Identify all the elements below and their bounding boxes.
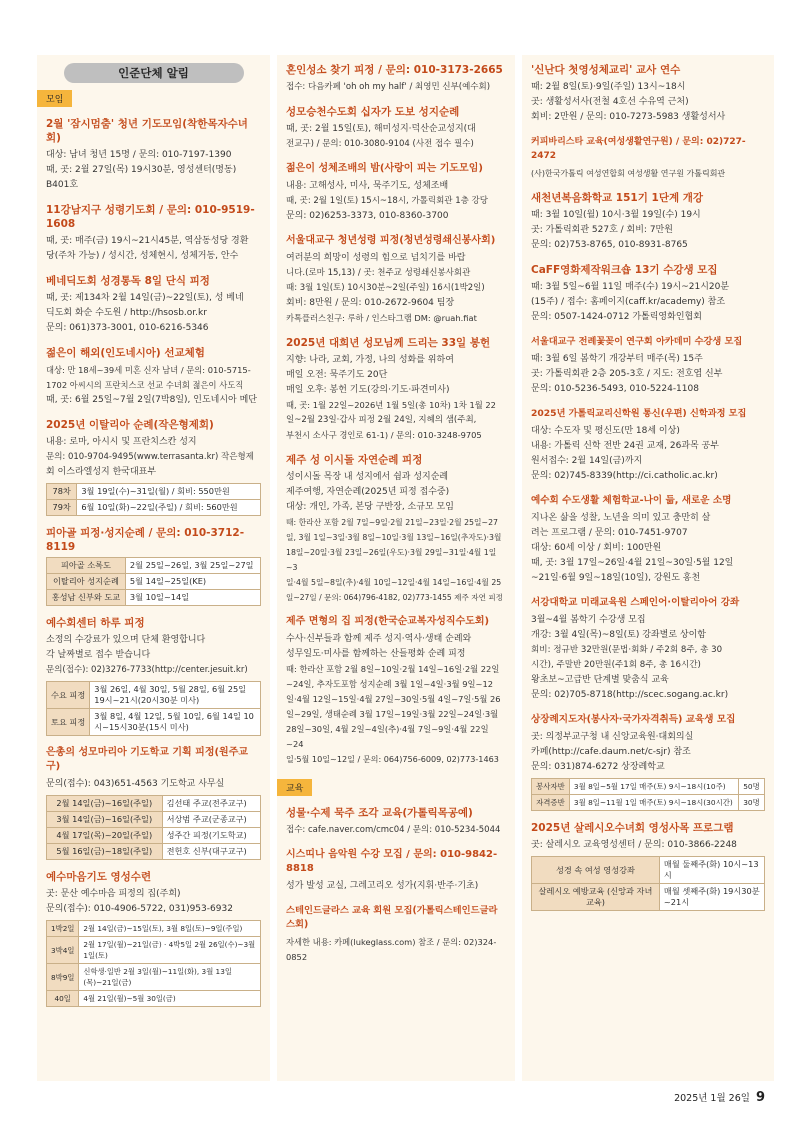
section-header: 인준단체 알림 [64,63,244,83]
table-cell: 신학생·일반 2월 3일(월)~11일(화), 3월 13일(목)~21일(금) [79,964,261,991]
schedule-table [46,795,261,860]
notice-item [286,848,506,894]
notice-title: 젊은이 해외(인도네시아) 선교체험 [46,347,205,359]
table-cell: 전헌호 신부(대구교구) [162,844,260,860]
notice-line: 문의: 02)6253-3373, 010-8360-3700 [286,211,449,221]
notice-line: 때, 곳: 2월 15일(토), 해미성지·덕산순교성지(대 [286,124,476,134]
notice-title: 서강대학교 미래교육원 스페인어·이탈리아어 강좌 [531,597,740,608]
notice-title: 은총의 성모마리아 기도학교 기획 피정(원주교구) [46,747,249,772]
table-cell: 4월 21일(월)~5월 30일(금) [79,991,261,1007]
notice-item [46,418,261,516]
notice-line: 문의: 02)705-8718(http://scec.sogang.ac.kr) [531,690,729,700]
notice-line: 성가 발성 교실, 그레고리오 성가(지휘·반주·기초) [286,881,479,891]
column-1 [37,55,270,1081]
notice-item [531,713,765,811]
notice-line: 카톡플러스친구: 루하 / 인스타그램 DM: @ruah.fiat [286,313,477,323]
notice-line: 3월~4월 봄학기 수강생 모집 [531,615,646,625]
notice-title: '신난다 첫영성체교리' 교사 연수 [531,64,681,76]
table-cell: 서상범 주교(군종교구) [162,812,260,828]
issue-date: 2025년 1월 26일 [674,1093,750,1104]
notice-line: 당(주차 가능) / 성시간, 성체현시, 성체거동, 안수 [46,251,239,261]
table-cell: 3월 8일~5월 17일 매주(토) 9시~18시(10주) [569,779,738,795]
notice-line: 회비: 2만원 / 문의: 010-7273-5983 생활성서사 [531,112,726,122]
table-cell: 매월 셋째주(화) 19시30분 ~21시 [659,884,764,911]
table-cell: 피아골 소록도 [47,558,126,574]
table-cell: 토요 피정 [47,709,90,736]
notice-item [531,494,765,586]
notice-line: 문의: 0507-1424-0712 가톨릭영화인협회 [531,312,702,322]
notice-line: 대상: 수도자 및 평신도(만 18세 이상) [531,426,680,436]
notice-line: 때: 2월 8일(토)·9일(주일) 13시~18시 [531,82,686,92]
notice-line: 매일 오전: 묵주기도 20단 [286,370,388,380]
table-row [47,709,261,736]
notice-line: 문의: 061)373-3001, 010-6216-5346 [46,323,209,333]
notice-line: 카페(http://cafe.daum.net/c-sjr) 참조 [531,747,691,757]
notice-line: 제주여행, 자연순례(2025년 피정 접수중) [286,487,450,497]
notice-item [46,870,261,1007]
table-row [47,500,261,516]
notice-item [46,346,261,408]
page-number: 9 [755,1090,765,1105]
notice-line: 각 날짜별로 접수 받습니다 [46,650,151,660]
notice-line: 접수: 다음카페 'oh oh my half' / 최영민 신부(예수회) [286,82,491,92]
notice-title: 스테인드글라스 교육 회원 모집(가톨릭스테인드글라스회) [286,905,498,930]
notice-title: 혼인성소 찾기 피정 / 문의: 010-3173-2665 [286,64,503,76]
table-cell: 40일 [47,991,79,1007]
table-cell: 살레시오 예방교육 (신앙과 자녀교육) [532,884,660,911]
notice-line: 수사·신부들과 함께 제주 성지·역사·생태 순례와 [286,634,472,644]
notice-line: 왕초보~고급반 단계별 맞춤식 교육 [531,675,669,685]
notice-line: 내용: 가톨릭 신학 전반 24권 교재, 26과목 공부 [531,441,719,451]
notice-line: 때: 3월 6일 봄학기 개강부터 매주(목) 15주 [531,354,703,364]
schedule-table [531,856,765,911]
notice-line: 대상: 60세 이상 / 회비: 100만원 [531,543,662,553]
notice-item [46,746,261,860]
notice-line: 지향: 나라, 교회, 가정, 나의 성화를 위하여 [286,355,454,365]
notice-line: 문의(접수): 02)3276-7733(http://center.jesuit.kr) [46,665,248,675]
notice-item [286,336,506,443]
notice-title: CaFF영화제작워크숍 13기 수강생 모집 [531,264,718,276]
schedule-table [46,681,261,736]
notice-line: 회비: 8만원 / 문의: 010-2672-9604 팀장 [286,298,455,308]
notice-item [46,117,261,193]
notice-item [531,135,765,181]
table-cell: 자격증반 [532,795,570,811]
table-row [47,937,261,964]
notice-line: 28일~30일, 4월 2일~4일(추)·4월 7일~9일·4월 22일~24 [286,724,489,749]
notice-item [531,335,765,397]
notice-line: 때: 한라산 포함 2월 8일~10일·2월 14일~16일·2월 22일 [286,664,500,674]
notice-title: 예수마음기도 영성수련 [46,871,152,883]
notice-line: 딕도회 화순 수도원 / http://hsosb.or.kr [46,308,207,318]
table-row [532,884,765,911]
notice-item [286,63,506,95]
notice-title: 서울대교구 청년성령 피정(청년성령쇄신봉사회) [286,235,496,246]
table-cell: 78차 [47,484,77,500]
table-cell: 50명 [739,779,765,795]
table-row [47,812,261,828]
notice-page [37,55,774,1081]
table-cell: 성경 속 여성 영성강좌 [532,857,660,884]
notice-line: 때: 한라산 포함 2월 7일~9일·2월 21일~23일·2월 25일~27 [286,518,498,527]
table-row [532,795,765,811]
notice-title: 새천년복음화학교 151기 1단계 개강 [531,192,704,204]
table-row [47,921,261,937]
notice-line: 일~2월 23일·갑사 피정 2월 24일, 지혜의 샘(주최, [286,415,477,425]
table-cell: 수요 피정 [47,682,90,709]
notice-item [531,596,765,703]
table-cell: 30명 [739,795,765,811]
notice-line: 곳: 문산 예수마음 피정의 집(주희) [46,889,181,899]
notice-title: 성모승천수도회 십자가 도보 성지순례 [286,106,460,118]
notice-title: 2025년 살레시오수녀회 영성사목 프로그램 [531,822,734,834]
notice-line: 문의(접수): 043)651-4563 기도학교 사무실 [46,779,225,789]
notice-line: 려는 프로그램 / 문의: 010-7451-9707 [531,528,688,538]
notice-item [286,904,506,965]
column-3 [522,55,774,1081]
table-cell: 4월 17일(목)~20일(주일) [47,828,163,844]
table-cell: 김선태 주교(전주교구) [162,796,260,812]
notice-item [46,203,261,264]
notice-line: 때, 곳: 매주(금) 19시~21시45분, 역삼동성당 경환 [46,236,249,246]
notice-line: 일, 3월 1일~3일·3월 8일~10일·3월 13일~16일(추자도)·3월 [286,533,502,542]
table-cell: 3월 14일(금)~16일(주일) [47,812,163,828]
notice-item [286,162,506,224]
notice-line: 때, 곳: 3월 17일~26일·4월 21일~30일·5월 12일 [531,558,734,568]
schedule-table [46,920,261,1007]
notice-line: 때, 곳: 2월 27일(목) 19시30분, 영성센터(명동) B401호 [46,165,237,190]
notice-item [46,274,261,336]
notice-line: 때, 곳: 6월 25일~7월 2일(7박8일), 인도네시아 메단 [46,395,257,405]
notice-item [531,407,765,484]
notice-title: 제주 성 이시돌 자연순례 피정 [286,454,423,466]
notice-item [286,615,506,767]
table-cell: 79차 [47,500,77,516]
table-row [47,991,261,1007]
schedule-table [46,557,261,606]
table-row [47,964,261,991]
notice-title: 예수회센터 하루 피정 [46,617,145,629]
notice-line: 내용: 로마, 아시시 및 프란치스칸 성지 [46,437,197,447]
notice-title: 베네딕도회 성경통독 8일 단식 피정 [46,275,210,287]
notice-title: 11강남지구 성령기도회 / 문의: 010-9519-1608 [46,204,255,230]
table-cell: 5월 16일(금)~18일(주일) [47,844,163,860]
notice-item [46,526,261,606]
table-cell: 2월 14일(금)~16일(주일) [47,796,163,812]
notice-item [531,63,765,125]
notice-item [286,105,506,152]
notice-line: 일·4월 12일~15일·4월 27일~30일·5월 4일~7일·5월 26 [286,694,501,704]
notice-line: 부천시 소사구 경인로 61-1) / 문의: 010-3248-9705 [286,430,482,440]
notice-title: 상장례지도자(봉사자·국가자격취득) 교육생 모집 [531,714,736,725]
notice-line: 곳: 가톨릭회관 2층 205-3호 / 지도: 전호엽 신부 [531,369,723,379]
table-row [47,574,261,590]
notice-line: 원서접수: 2월 14일(금)까지 [531,456,643,466]
table-cell: 3월 26일, 4월 30일, 5월 28일, 6월 25일 19시~21시(20시30분 미사) [90,682,261,709]
table-cell: 봉사자반 [532,779,570,795]
notice-line: (15주) / 접수: 홈페이지(caff.kr/academy) 참조 [531,297,726,307]
table-cell: 3월 8일, 4월 12일, 5월 10일, 6월 14일 10시~15시30분(15시 미사) [90,709,261,736]
notice-line: 회비: 정규반 32만원(문법·회화 / 주2회 8주, 총 30 [531,645,723,655]
schedule-table [46,483,261,516]
notice-title: 서울대교구 전례꽃꽂이 연구회 아카데미 수강생 모집 [531,336,743,347]
column-2 [277,55,515,1081]
notice-line: 곳: 의정부교구청 내 신앙교육원·대회의실 [531,732,694,742]
table-cell: 2월 25일~26일, 3월 25일~27일 [125,558,260,574]
notice-line: 니다.(로마 15,13) / 곳: 천주교 성령쇄신봉사회관 [286,268,471,278]
notice-title: 커피바리스타 교육(여성생활연구원) / 문의: 02)727-2472 [531,137,746,161]
notice-line: 때, 곳: 2월 1일(토) 15시~18시, 가톨릭회관 1층 강당 [286,196,488,206]
notice-line: 자세한 내용: 카페(lukeglass.com) 참조 / 문의: 02)324-0852 [286,937,497,962]
notice-line: 개강: 3월 4일(목)~8일(토) 강좌별로 상이함 [531,630,706,640]
category-tag-education: 교육 [277,779,312,796]
notice-line: 18일~20일·3월 23일~26일(우도)·3월 29일~31일·4월 1일~3 [286,548,497,572]
table-cell: 3월 19일(수)~31일(월) / 회비: 550만원 [77,484,261,500]
notice-title: 2월 '잠시멈춤' 청년 기도모임(착한목자수녀회) [46,118,248,144]
notice-line: 일·4월 5일~8일(추)·4월 10일~12일·4월 14일~16일·4월 25 [286,578,502,587]
table-cell: 3월 8일~11월 1일 매주(토) 9시~18시(30시간) [569,795,738,811]
notice-item [531,821,765,911]
notice-line: 대상: 개인, 가족, 본당 구반장, 소규모 모임 [286,502,454,512]
notice-line: 곳: 살레시오 교육영성센터 / 문의: 010-3866-2248 [531,840,737,850]
notice-line: 문의: 010-5236-5493, 010-5224-1108 [531,384,699,394]
table-row [47,590,261,606]
notice-line: 회 이스라엘성지 한국대표부 [46,467,157,477]
notice-title: 2025년 가톨릭교리신학원 통신(우편) 신학과정 모집 [531,408,747,419]
notice-title: 제주 면형의 집 피정(한국순교복자성직수도회) [286,616,490,627]
table-row [532,779,765,795]
table-cell: 매월 둘째주(화) 10시~13시 [659,857,764,884]
table-row [47,828,261,844]
notice-line: 때, 곳: 제134차 2월 14일(금)~22일(토), 성 베네 [46,293,244,303]
schedule-table [531,778,765,811]
notice-line: 일·5월 10일~12일 / 문의: 064)756-6009, 02)773-1463 [286,754,499,764]
notice-title: 2025년 대희년 성모님께 드리는 33일 봉헌 [286,337,491,349]
table-cell: 이탈리아 성지순례 [47,574,126,590]
notice-line: 시간), 주말반 20만원(주1회 8주, 총 16시간) [531,660,701,670]
notice-title: 피아골 피정·성지순례 / 문의: 010-3712-8119 [46,527,245,553]
table-row [47,796,261,812]
table-row [47,558,261,574]
notice-line: 성무일도·미사를 함께하는 산들평화 순례 피정 [286,649,466,659]
table-cell: 1박2일 [47,921,79,937]
notice-line: 때: 3월 10일(월) 10시·3월 19일(수) 19시 [531,210,701,220]
notice-line: 대상: 남녀 청년 15명 / 문의: 010-7197-1390 [46,150,232,160]
notice-title: 성물·수제 묵주 조각 교육(가톨릭목공예) [286,807,473,819]
notice-line: 곳: 가톨릭회관 527호 / 회비: 7만원 [531,225,673,235]
notice-line: 전교구) / 문의: 010-3080-9104 (사전 접수 필수) [286,139,474,149]
notice-line: 1702 아씨시의 프란치스코 선교 수녀회 젊은이 사도직 [46,380,244,390]
table-row [47,484,261,500]
notice-line: 매일 오후: 봉헌 기도(강의·기도·파견미사) [286,385,450,395]
notice-line: 때, 곳: 1월 22일~2026년 1월 5일(총 10차) 1차 1월 22 [286,400,496,410]
table-cell: 2월 17일(월)~21일(금) · 4박5일 2월 26일(수)~3월 1일(토) [79,937,261,964]
page-footer [674,1090,765,1105]
table-row [532,857,765,884]
notice-title: 젊은이 성체조배의 밤(사랑이 피는 기도모임) [286,163,483,174]
notice-line: 지나온 삶을 성찰, 노년을 의미 있고 충만히 살 [531,513,711,523]
notice-line: 때: 3월 1일(토) 10시30분~2일(주일) 16시(1박2일) [286,283,485,293]
notice-line: 대상: 만 18세~39세 미혼 신자 남녀 / 문의: 010-5715- [46,365,251,375]
notice-line: 소정의 수강료가 있으며 단체 환영합니다 [46,635,206,645]
notice-line: 문의: 010-9704-9495(www.terrasanta.kr) 작은형제 [46,452,254,462]
notice-line: 일~29일, 생태순례 3월 17일~19일·3월 22일~24일·3월 [286,709,499,719]
notice-line: ~21일·6월 9일~18일(10일), 강원도 홍천 [531,573,701,583]
notice-line: 접수: cafe.naver.com/cmc04 / 문의: 010-5234-5044 [286,825,501,835]
notice-line: 문의(접수): 010-4906-5722, 031)953-6932 [46,904,233,914]
notice-line: 곳: 생활성서사(전철 4호선 수유역 근처) [531,97,689,107]
table-cell: 3박4일 [47,937,79,964]
notice-title: 2025년 이탈리아 순례(작은형제회) [46,419,214,431]
notice-item [531,191,765,253]
notice-line: 일~27일 / 문의: 064)796-4182, 02)773-1455 제주 자연 피정 [286,593,504,602]
notice-title: 예수회 수도생활 체험학교-나이 듦, 새로운 소명 [531,495,732,506]
table-row [47,844,261,860]
notice-item [46,616,261,736]
notice-line: 여러분의 희망이 성령의 힘으로 넘치기를 바랍 [286,253,466,263]
table-cell: 2월 14일(금)~15일(토), 3월 8일(토)~9일(주일) [79,921,261,937]
notice-item [286,806,506,838]
table-row [47,682,261,709]
table-cell: 홍성남 신부와 도교 [47,590,126,606]
notice-item [286,453,506,605]
notice-line: 때: 3월 5일~6월 11일 매주(수) 19시~21시20분 [531,282,730,292]
notice-line: 문의: 02)745-8339(http://ci.catholic.ac.kr) [531,471,718,481]
table-cell: 성주간 피정(기도학교) [162,828,260,844]
notice-line: (사)한국가톨릭 여성연합회 여성생활 연구원 가톨릭회관 [531,169,726,178]
table-cell: 3월 10일~14일 [125,590,260,606]
table-cell: 8박9일 [47,964,79,991]
notice-item [286,234,506,326]
notice-line: 내용: 고해성사, 미사, 묵주기도, 성체조배 [286,181,449,191]
notice-line: ~24일, 추자도포함 성지순례 3월 1일~4일·3월 9일~12 [286,679,494,689]
notice-line: 문의: 02)753-8765, 010-8931-8765 [531,240,688,250]
notice-line: 성이시돌 목장 내 성지에서 쉼과 성지순례 [286,472,449,482]
notice-item [531,263,765,325]
notice-line: 문의: 031)874-6272 상장례학교 [531,762,665,772]
table-cell: 5월 14일~25일(KE) [125,574,260,590]
table-cell: 6월 10일(화)~22일(주일) / 회비: 560만원 [77,500,261,516]
notice-title: 시스띠나 음악원 수강 모집 / 문의: 010-9842-8818 [286,849,498,874]
category-tag-meeting: 모임 [37,90,72,107]
